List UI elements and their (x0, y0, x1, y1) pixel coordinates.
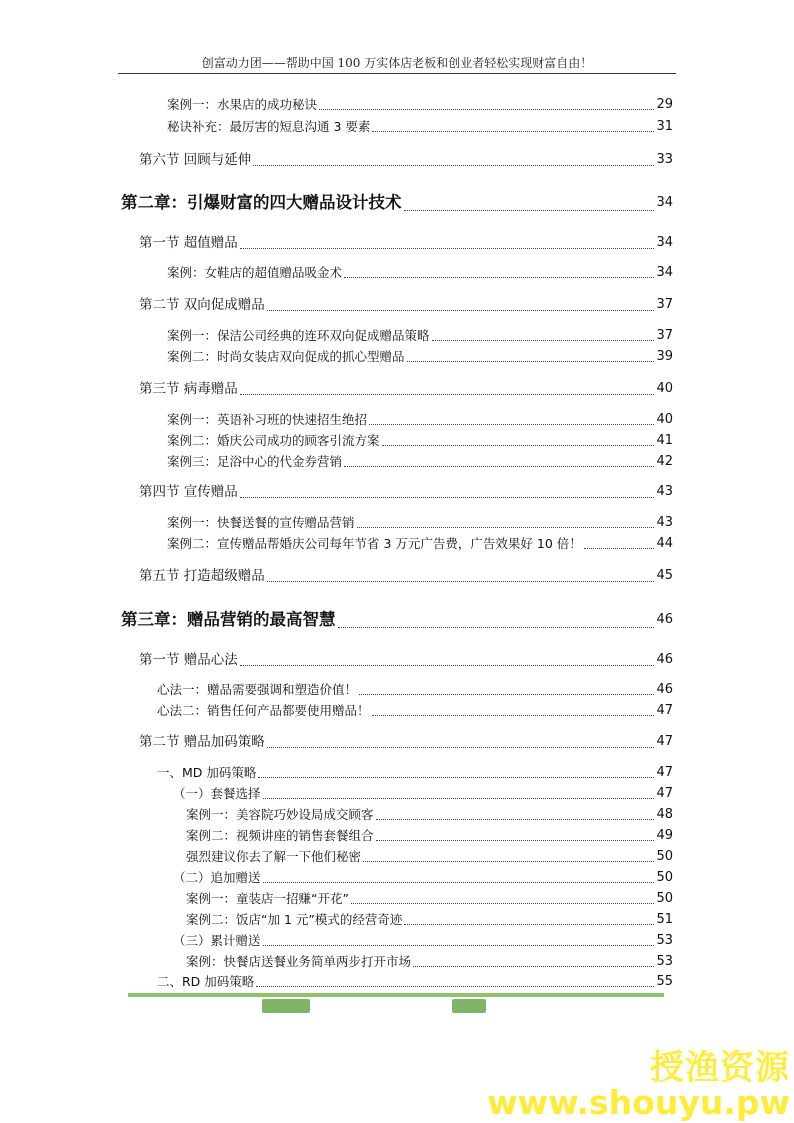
toc-entry[interactable] (186, 911, 673, 928)
dot-leader (263, 798, 655, 799)
toc-entry-label: 第一节 赠品心法 (139, 652, 238, 668)
toc-entry-label: 第六节 回顾与延伸 (139, 152, 252, 168)
watermark-url: www.shouyu.pw (487, 1083, 790, 1122)
toc-entry[interactable] (139, 733, 673, 751)
toc-entry-page: 50 (656, 849, 673, 864)
toc-entry-page: 37 (656, 328, 673, 343)
toc-entry[interactable] (167, 514, 673, 531)
dot-leader (267, 581, 655, 582)
toc-entry-label: （二）追加赠送 (173, 870, 261, 885)
dot-leader (263, 945, 655, 946)
toc-entry[interactable] (167, 432, 673, 449)
dot-leader (240, 497, 655, 498)
toc-entry[interactable] (186, 953, 673, 970)
toc-entry[interactable] (157, 973, 673, 990)
toc-entry[interactable] (139, 380, 673, 398)
toc-entry[interactable] (121, 192, 673, 214)
toc-entry[interactable] (157, 702, 673, 719)
toc-entry-label: 案例一：水果店的成功秘诀 (167, 97, 318, 112)
dot-leader (376, 819, 655, 820)
dot-leader (432, 340, 655, 341)
toc-entry-page: 46 (656, 612, 673, 627)
toc-entry-label: 第四节 宣传赠品 (139, 484, 238, 500)
footer-decoration-bar (128, 993, 664, 997)
toc-entry-page: 29 (656, 97, 673, 112)
toc-entry-label: 案例一：美容院巧妙设局成交顾客 (186, 807, 374, 822)
toc-entry-page: 39 (656, 349, 673, 364)
toc-entry-label: 一、MD 加码策略 (157, 765, 257, 780)
toc-entry[interactable] (139, 651, 673, 669)
toc-entry[interactable] (167, 264, 673, 281)
toc-entry[interactable] (139, 483, 673, 501)
toc-entry-label: 第五节 打造超级赠品 (139, 568, 265, 584)
toc-entry-page: 47 (656, 786, 673, 801)
toc-entry[interactable] (139, 567, 673, 585)
dot-leader (258, 777, 654, 778)
toc-entry-page: 55 (656, 974, 673, 989)
toc-entry[interactable] (167, 327, 673, 344)
dot-leader (359, 694, 654, 695)
toc-entry[interactable] (167, 411, 673, 428)
toc-entry-label: 案例一：童装店一招赚“开花” (186, 891, 349, 906)
toc-entry-label: 第二节 双向促成赠品 (139, 297, 265, 313)
dot-leader (382, 445, 655, 446)
toc-entry[interactable] (139, 296, 673, 314)
toc-entry-page: 40 (656, 412, 673, 427)
toc-entry-page: 47 (656, 765, 673, 780)
toc-entry-label: 心法一：赠品需要强调和塑造价值！ (157, 682, 358, 697)
toc-entry-label: 案例二：饭店“加 1 元”模式的经营奇迹 (186, 912, 403, 927)
dot-leader (372, 131, 654, 132)
toc-entry-label: 案例一：保洁公司经典的连环双向促成赠品策略 (167, 328, 430, 343)
toc-entry[interactable] (167, 96, 673, 113)
dot-leader (584, 548, 655, 549)
dot-leader (263, 882, 655, 883)
toc-entry[interactable] (186, 848, 673, 865)
toc-entry-label: 案例：快餐店送餐业务简单两步打开市场 (186, 954, 412, 969)
toc-entry-label: 二、RD 加码策略 (157, 974, 255, 989)
dot-leader (256, 986, 654, 987)
toc-entry-page: 47 (656, 734, 673, 749)
toc-entry-label: 第二章：引爆财富的四大赠品设计技术 (121, 193, 402, 212)
page-header: 创富动力团——帮助中国 100 万实体店老板和创业者轻松实现财富自由！ (201, 56, 593, 70)
toc-entry[interactable] (167, 118, 673, 135)
dot-leader (372, 715, 655, 716)
dot-leader (240, 394, 655, 395)
toc-entry-label: 心法二：销售任何产品都要使用赠品！ (157, 703, 370, 718)
toc-entry-label: 案例一：快餐送餐的宣传赠品营销 (167, 515, 355, 530)
toc-entry[interactable] (139, 234, 673, 252)
toc-entry[interactable] (157, 681, 673, 698)
dot-leader (240, 248, 655, 249)
dot-leader (407, 361, 655, 362)
toc-entry-page: 43 (656, 515, 673, 530)
dot-leader (357, 527, 655, 528)
toc-entry[interactable] (157, 764, 673, 781)
dot-leader (376, 840, 655, 841)
dot-leader (404, 924, 654, 925)
toc-entry[interactable] (186, 827, 673, 844)
dot-leader (351, 903, 655, 904)
dot-leader (344, 277, 654, 278)
toc-entry-page: 53 (656, 954, 673, 969)
toc-entry-label: 案例三：足浴中心的代金券营销 (167, 454, 343, 469)
toc-entry-page: 44 (656, 536, 673, 551)
toc-entry-label: 案例：女鞋店的超值赠品吸金术 (167, 265, 343, 280)
toc-entry[interactable] (167, 535, 673, 552)
toc-entry-page: 37 (656, 297, 673, 312)
dot-leader (338, 627, 655, 628)
dot-leader (240, 665, 655, 666)
toc-entry-page: 34 (656, 195, 673, 210)
toc-entry-page: 50 (656, 870, 673, 885)
toc-entry-page: 49 (656, 828, 673, 843)
toc-entry[interactable] (186, 806, 673, 823)
dot-leader (319, 109, 654, 110)
toc-entry[interactable] (167, 453, 673, 470)
toc-entry-page: 47 (656, 703, 673, 718)
dot-leader (369, 424, 654, 425)
toc-entry-label: （三）累计赠送 (173, 933, 261, 948)
toc-entry[interactable] (186, 890, 673, 907)
dot-leader (344, 466, 654, 467)
toc-entry-label: 秘诀补充：最厉害的短息沟通 3 要素 (167, 119, 371, 134)
toc-entry-page: 34 (656, 265, 673, 280)
toc-entry-label: 案例二：宣传赠品帮婚庆公司每年节省 3 万元广告费，广告效果好 10 倍！ (167, 536, 582, 551)
toc-entry[interactable] (139, 151, 673, 169)
toc-entry[interactable] (167, 348, 673, 365)
toc-entry-page: 53 (656, 933, 673, 948)
toc-entry-page: 41 (656, 433, 673, 448)
dot-leader (413, 966, 654, 967)
footer-decoration (262, 999, 310, 1013)
toc-entry-label: 案例二：视频讲座的销售套餐组合 (186, 828, 374, 843)
footer-decoration (452, 999, 486, 1013)
toc-entry-page: 33 (656, 152, 673, 167)
toc-entry-page: 43 (656, 484, 673, 499)
watermark-title: 授渔资源 (650, 1048, 790, 1088)
toc-entry-page: 50 (656, 891, 673, 906)
toc-entry-label: 案例一：英语补习班的快速招生绝招 (167, 412, 368, 427)
toc-entry-page: 48 (656, 807, 673, 822)
toc-entry-label: 第三节 病毒赠品 (139, 381, 238, 397)
dot-leader (363, 861, 654, 862)
toc-entry-page: 34 (656, 235, 673, 250)
dot-leader (267, 747, 655, 748)
toc-entry-page: 45 (656, 568, 673, 583)
toc-entry-label: 案例二：婚庆公司成功的顾客引流方案 (167, 433, 380, 448)
toc-entry-label: 强烈建议你去了解一下他们秘密 (186, 849, 362, 864)
toc-entry-page: 42 (656, 454, 673, 469)
toc-entry-page: 40 (656, 381, 673, 396)
toc-entry-label: （一）套餐选择 (173, 786, 261, 801)
toc-entry-page: 31 (656, 119, 673, 134)
toc-entry-label: 案例二：时尚女装店双向促成的抓心型赠品 (167, 349, 405, 364)
dot-leader (267, 310, 655, 311)
dot-leader (253, 165, 654, 166)
toc-entry[interactable] (173, 785, 673, 802)
dot-leader (404, 210, 655, 211)
toc-entry-label: 第三章：赠品营销的最高智慧 (121, 610, 336, 629)
toc-entry-page: 46 (656, 682, 673, 697)
toc-entry-label: 第一节 超值赠品 (139, 235, 238, 251)
toc-entry-page: 51 (656, 912, 673, 927)
toc-entry-label: 第二节 赠品加码策略 (139, 734, 265, 750)
toc-entry[interactable] (173, 932, 673, 949)
toc-entry[interactable] (173, 869, 673, 886)
toc-entry[interactable] (121, 609, 673, 631)
toc-entry-page: 46 (656, 652, 673, 667)
